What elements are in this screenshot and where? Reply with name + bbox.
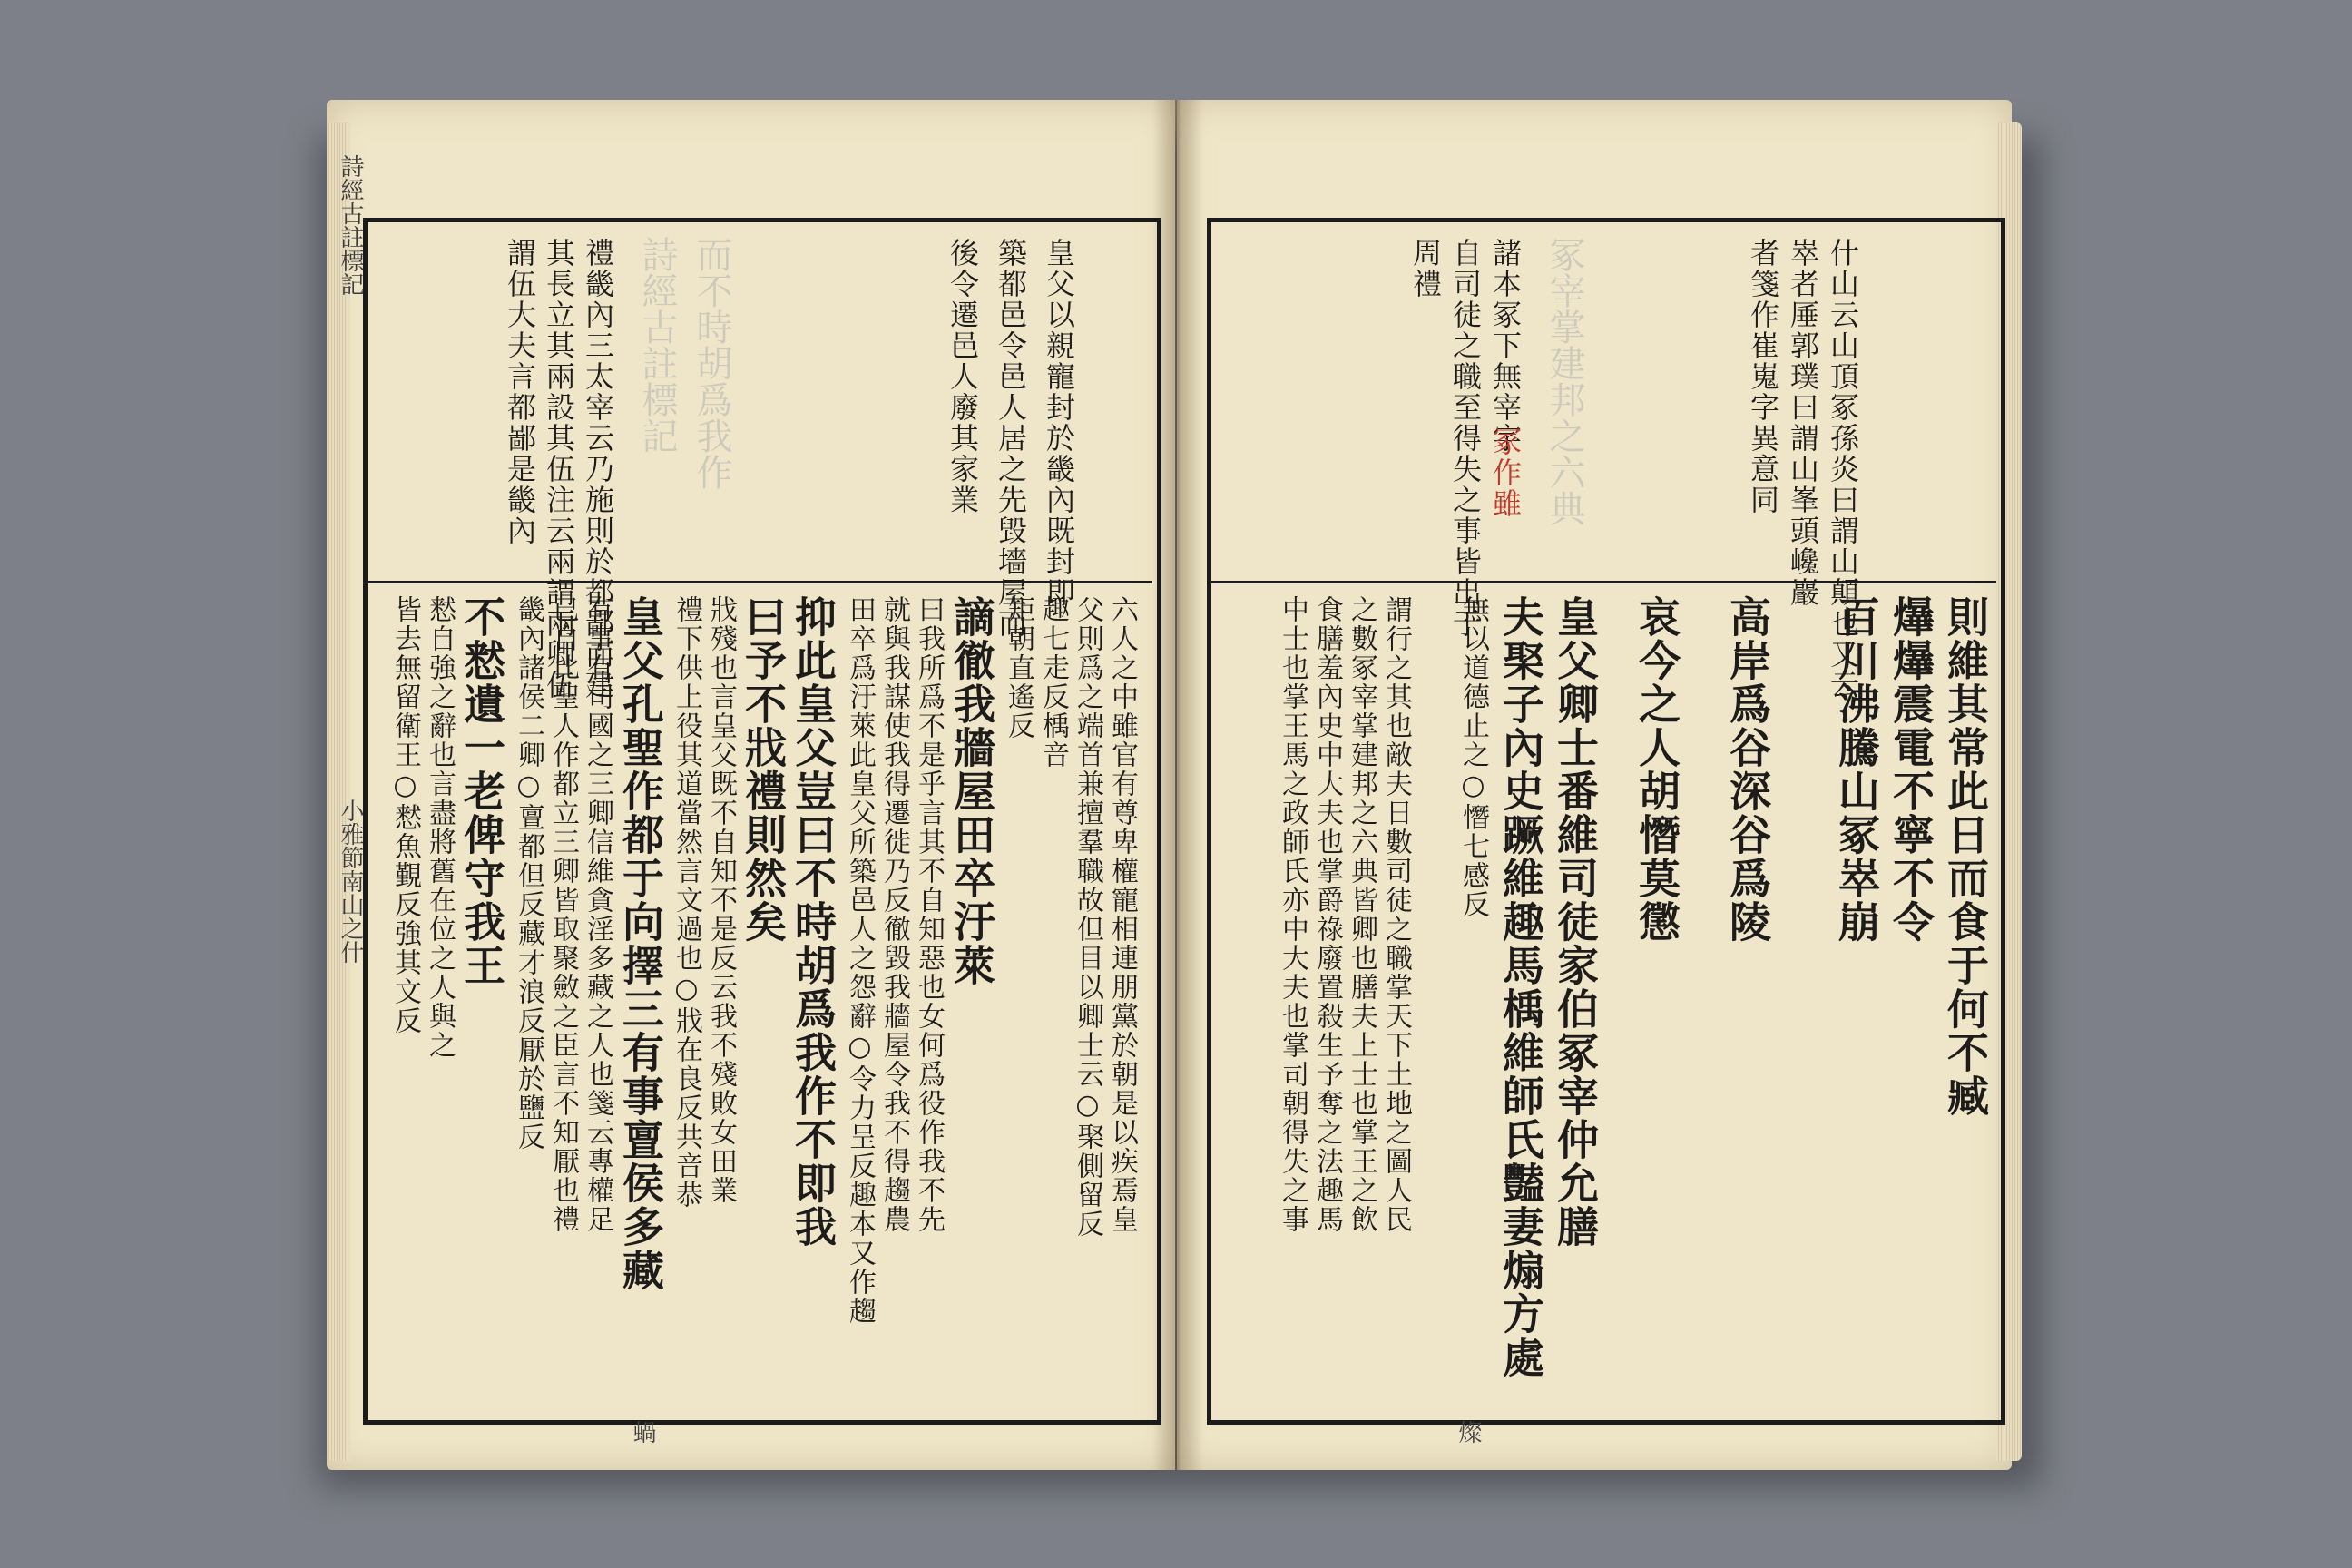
right-main-col: 高岸爲谷深谷爲陵 bbox=[1723, 595, 1772, 944]
left-main-col: 禮下供上役其道當然言文過也○戕在良反共音恭 bbox=[671, 595, 702, 1210]
left-main-col: 矩朝直遙反 bbox=[1003, 595, 1034, 740]
right-note-col: 崒者厜郭璞曰謂山峯頭巉巖 bbox=[1786, 238, 1820, 608]
right-header-divider bbox=[1211, 581, 1996, 583]
right-main-col: 爗爗震電不寧不令 bbox=[1886, 595, 1936, 944]
left-main-col: 有事有司國之三卿信維貪淫多藏之人也箋云專權足 bbox=[582, 595, 613, 1234]
left-page-edges bbox=[328, 122, 350, 1461]
left-page-margin-title: 小雅節南山之什 bbox=[337, 799, 364, 964]
red-annotation: 冢作雖 bbox=[1488, 426, 1523, 519]
left-main-col: 六人之中雖官有尊卑權寵相連朋黨於朝是以疾焉皇 bbox=[1106, 595, 1138, 1234]
left-note-col: 皇父以親寵封於畿內既封即 bbox=[1042, 238, 1076, 608]
right-note-col: 者箋作崔嵬字異意同 bbox=[1746, 238, 1780, 515]
left-note-col: 禮畿內三太宰云乃施則於都鄙而建 bbox=[581, 238, 615, 701]
left-main-col: 曰我所爲不是乎言其不自知惡也女何爲役作我不先 bbox=[913, 595, 945, 1234]
left-note-col: 其長立其兩設其伍注云兩謂兩卿伍 bbox=[542, 238, 576, 701]
right-main-col: 無以道德止之○憯七感反 bbox=[1457, 595, 1489, 919]
left-main-col: 趣七走反楀音 bbox=[1037, 595, 1069, 769]
right-main-col: 皇父卿士番維司徒家伯冢宰仲允膳 bbox=[1551, 595, 1600, 1249]
right-main-col: 哀今之人胡憯莫懲 bbox=[1632, 595, 1681, 944]
right-note-col: 周禮 bbox=[1408, 238, 1443, 299]
left-main-col: 皆去無留衛王○慭魚覲反強其文反 bbox=[389, 595, 421, 1035]
right-main-col: 之數冢宰掌建邦之六典皆卿也膳夫上士也掌王之飲 bbox=[1346, 595, 1377, 1234]
left-note-col: 後令遷邑人廢其家業 bbox=[946, 238, 980, 515]
left-folio: 蝸 bbox=[629, 1420, 656, 1444]
left-main-col: 皇父孔聖作都于向擇三有事亶侯多藏 bbox=[616, 595, 665, 1292]
left-main-col: 就與我謀使我得遷徙乃反徹毀我牆屋令我不得趨農 bbox=[878, 595, 910, 1234]
right-main-col: 則維其常此日而食于何不臧 bbox=[1941, 595, 1990, 1118]
left-main-col: 謫徹我牆屋田卒汙萊 bbox=[947, 595, 996, 987]
left-note-col: 築都邑令邑人居之先毀墻屋而 bbox=[994, 238, 1028, 639]
left-main-col: 已自比聖人作都立三卿皆取聚斂之臣言不知厭也禮 bbox=[547, 595, 579, 1234]
left-main-col: 曰予不戕禮則然矣 bbox=[739, 595, 788, 944]
right-main-col: 謂行之其也敵夫日數司徒之職掌天下土地之圖人民 bbox=[1380, 595, 1412, 1234]
left-page-header: 詩經古註標記 bbox=[337, 154, 364, 296]
right-folio: 燦 bbox=[1455, 1420, 1482, 1444]
right-main-col: 中士也掌王馬之政師氏亦中大夫也掌司朝得失之事 bbox=[1277, 595, 1308, 1234]
right-main-col: 百川沸騰山冢崒崩 bbox=[1832, 595, 1881, 944]
left-main-col: 不慭遺一老俾守我王 bbox=[457, 595, 506, 987]
left-main-col: 田卒爲汙萊此皇父所築邑人之怨辭○令力呈反趣本又作趨 bbox=[844, 595, 876, 1326]
left-main-col: 畿內諸侯二卿○亶都但反藏才浪反厭於鹽反 bbox=[513, 595, 544, 1152]
left-main-col: 父則爲之端首兼擅羣職故但目以卿士云○棸側留反 bbox=[1072, 595, 1103, 1239]
right-note-col: 自司徒之職至得失之事皆出于 bbox=[1448, 238, 1483, 639]
right-note-col: 什山云山頂冢孫炎曰謂山顛也又云 bbox=[1826, 238, 1860, 701]
left-main-col: 戕殘也言皇父既不自知不是反云我不殘敗女田業 bbox=[705, 595, 737, 1205]
left-main-col: 抑此皇父豈曰不時胡爲我作不即我 bbox=[789, 595, 838, 1249]
bleed-through-text: 而不時胡爲我作 bbox=[691, 236, 732, 490]
left-header-divider bbox=[368, 581, 1152, 583]
right-note-col: 諸本冢下無宰字 bbox=[1488, 238, 1523, 454]
bleed-through-text: 冢宰掌建邦之六典 bbox=[1544, 236, 1585, 526]
right-main-col: 夫棸子內史蹶維趣馬楀維師氏豔妻煽方處 bbox=[1496, 595, 1545, 1379]
left-main-col: 慭自強之辭也言盡將舊在位之人與之 bbox=[424, 595, 456, 1060]
bleed-through-text: 詩經古註標記 bbox=[636, 236, 678, 454]
left-note-col: 謂伍大夫言都鄙是畿內 bbox=[503, 238, 537, 546]
right-main-col: 食膳羞內史中大夫也掌爵祿廢置殺生予奪之法趣馬 bbox=[1311, 595, 1343, 1234]
